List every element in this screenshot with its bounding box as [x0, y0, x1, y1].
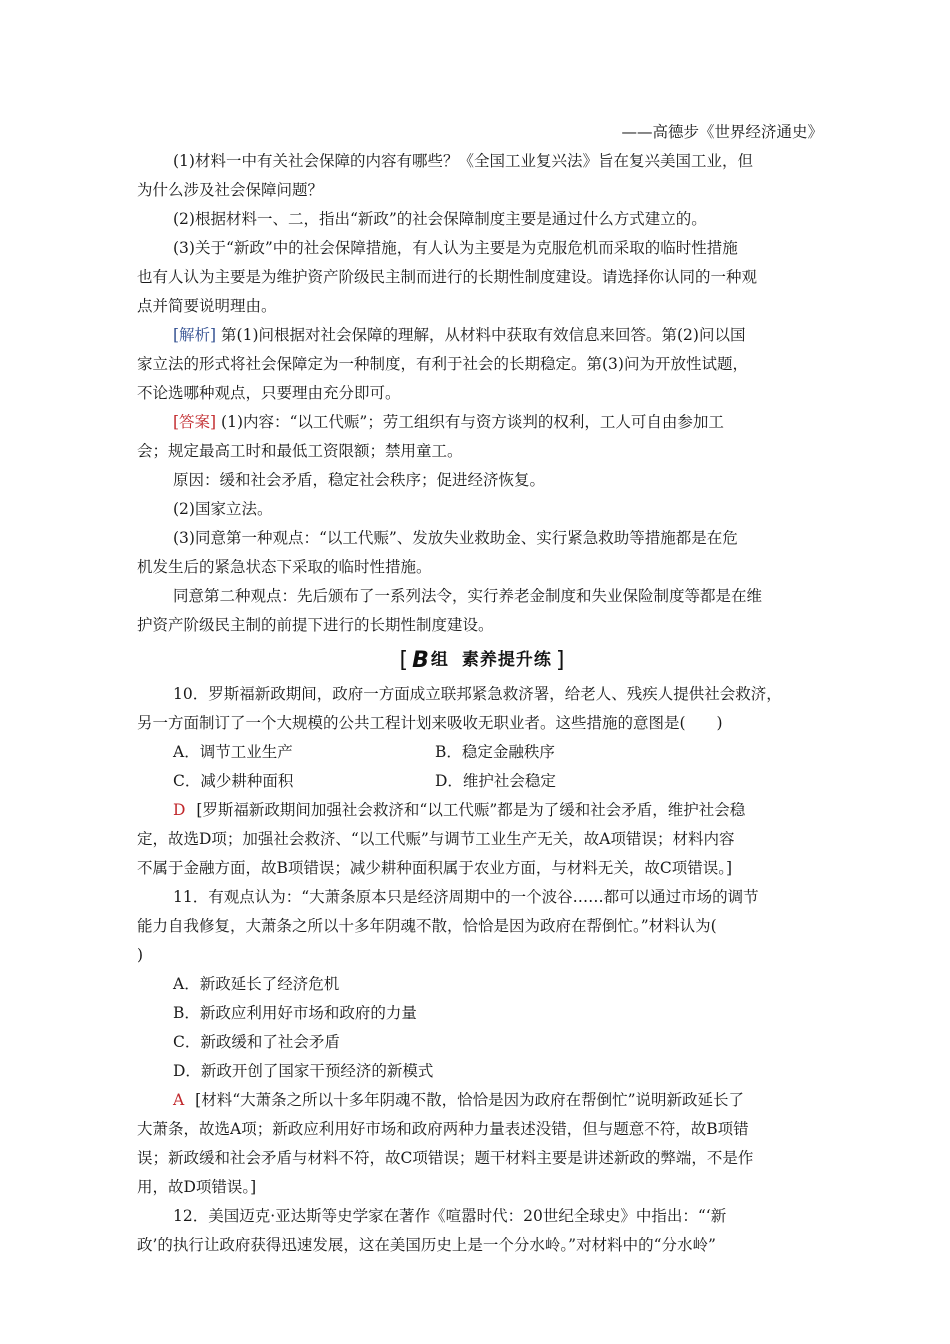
answer-line-7: 同意第二种观点：先后颁布了一系列法令，实行养老金制度和失业保险制度等都是在维 — [173, 587, 763, 605]
q9-line-6: 点并简要说明理由。 — [137, 297, 277, 315]
q10-explain-line-2: 定，故选D项；加强社会救济、“以工代赈”与调节工业生产无关，故A项错误；材料内容 — [137, 830, 735, 848]
q11-option-b: B．新政应利用好市场和政府的力量 — [173, 1004, 417, 1022]
q11-option-a: A．新政延长了经济危机 — [173, 975, 340, 993]
analysis-tag: [解析] — [173, 326, 217, 344]
answer-line-1 — [137, 408, 827, 437]
source-citation: ——高德步《世界经济通史》 — [621, 123, 823, 141]
banner-open-bracket: [ — [399, 647, 409, 673]
banner-close-bracket: ] — [555, 647, 565, 673]
q11-explain-line-3: 误；新政缓和社会矛盾与材料不符，故C项错误；题干材料主要是讲述新政的弊端，不是作 — [137, 1149, 754, 1167]
answer-line-4: (2)国家立法。 — [173, 500, 273, 518]
section-banner — [137, 640, 827, 680]
banner-group-letter: B — [412, 647, 429, 673]
q11-option-d: D．新政开创了国家干预经济的新模式 — [173, 1062, 434, 1080]
q11-line-3: ) — [137, 946, 144, 964]
q11-explain-line-2: 大萧条，故选A项；新政应利用好市场和政府两种力量表述没错，但与题意不符，故B项错 — [137, 1120, 749, 1138]
analysis-line-1 — [137, 321, 827, 350]
q11-option-c: C．新政缓和了社会矛盾 — [173, 1033, 340, 1051]
q9-line-5: 也有人认为主要是为维护资产阶级民主制而进行的长期性制度建设。请选择你认同的一种观 — [137, 268, 758, 286]
q12-line-2: 政’的执行让政府获得迅速发展，这在美国历史上是一个分水岭。”对材料中的“分水岭” — [137, 1236, 716, 1254]
analysis-line-2: 家立法的形式将社会保障定为一种制度，有利于社会的长期稳定。第(3)问为开放性试题， — [137, 355, 748, 373]
answer-line-3: 原因：缓和社会矛盾，稳定社会秩序；促进经济恢复。 — [173, 471, 546, 489]
q11-explain-line-4: 用，故D项错误。] — [137, 1178, 257, 1196]
q11-line-2: 能力自我修复，大萧条之所以十多年阴魂不散，恰恰是因为政府在帮倒忙。”材料认为( — [137, 917, 717, 935]
q10-answer-letter: D — [173, 801, 186, 819]
q12-line-1: 12．美国迈克·亚达斯等史学家在著作《喧嚣时代：20世纪全球史》中指出：“‘新 — [173, 1207, 727, 1225]
q10-option-d: D．维护社会稳定 — [435, 772, 556, 790]
banner-title: 素养提升练 — [461, 649, 552, 670]
q10-line-1: 10．罗斯福新政期间，政府一方面成立联邦紧急救济署，给老人、残疾人提供社会救济， — [173, 685, 782, 703]
answer-line-6: 机发生后的紧急状态下采取的临时性措施。 — [137, 558, 432, 576]
q10-option-c: C．减少耕种面积 — [173, 772, 294, 790]
answer-line-5: (3)同意第一种观点：“以工代赈”、发放失业救助金、实行紧急救助等措施都是在危 — [173, 529, 738, 547]
q10-explain-text-1: [罗斯福新政期间加强社会救济和“以工代赈”都是为了缓和社会矛盾，维护社会稳 — [196, 801, 746, 819]
q10-option-a: A．调节工业生产 — [173, 743, 293, 761]
q11-explain-line-1 — [137, 1086, 827, 1115]
answer-tag: [答案] — [173, 413, 217, 431]
q9-line-3: (2)根据材料一、二，指出“新政”的社会保障制度主要是通过什么方式建立的。 — [173, 210, 707, 228]
q11-line-1: 11．有观点认为：“大萧条原本只是经济周期中的一个波谷……都可以通过市场的调节 — [173, 888, 759, 906]
q9-line-2: 为什么涉及社会保障问题？ — [137, 181, 324, 199]
q11-answer-letter: A — [173, 1091, 185, 1109]
answer-line-8: 护资产阶级民主制的前提下进行的长期性制度建设。 — [137, 616, 494, 634]
q10-explain-line-1 — [137, 796, 827, 825]
answer-line-2: 会；规定最高工时和最低工资限额；禁用童工。 — [137, 442, 463, 460]
answer-text-1: (1)内容：“以工代赈”；劳工组织有与资方谈判的权利，工人可自由参加工 — [221, 413, 724, 431]
q9-line-4: (3)关于“新政”中的社会保障措施，有人认为主要是为克服危机而采取的临时性措施 — [173, 239, 738, 257]
q10-line-2: 另一方面制订了一个大规模的公共工程计划来吸收无职业者。这些措施的意图是( ) — [137, 714, 723, 732]
q10-explain-line-3: 不属于金融方面，故B项错误；减少耕种面积属于农业方面，与材料无关，故C项错误。] — [137, 859, 733, 877]
banner-group-label: 组 — [430, 649, 448, 670]
page-content — [137, 118, 827, 1260]
analysis-text-1: 第(1)问根据对社会保障的理解，从材料中获取有效信息来回答。第(2)问以国 — [221, 326, 746, 344]
analysis-line-3: 不论选哪种观点，只要理由充分即可。 — [137, 384, 401, 402]
q9-line-1: (1)材料一中有关社会保障的内容有哪些？《全国工业复兴法》旨在复兴美国工业，但 — [173, 152, 753, 170]
q11-explain-text-1: [材料“大萧条之所以十多年阴魂不散，恰恰是因为政府在帮倒忙”说明新政延长了 — [195, 1091, 745, 1109]
q10-options-row-2 — [137, 767, 827, 796]
q10-options-row-1 — [137, 738, 827, 767]
q10-option-b: B．稳定金融秩序 — [435, 743, 555, 761]
